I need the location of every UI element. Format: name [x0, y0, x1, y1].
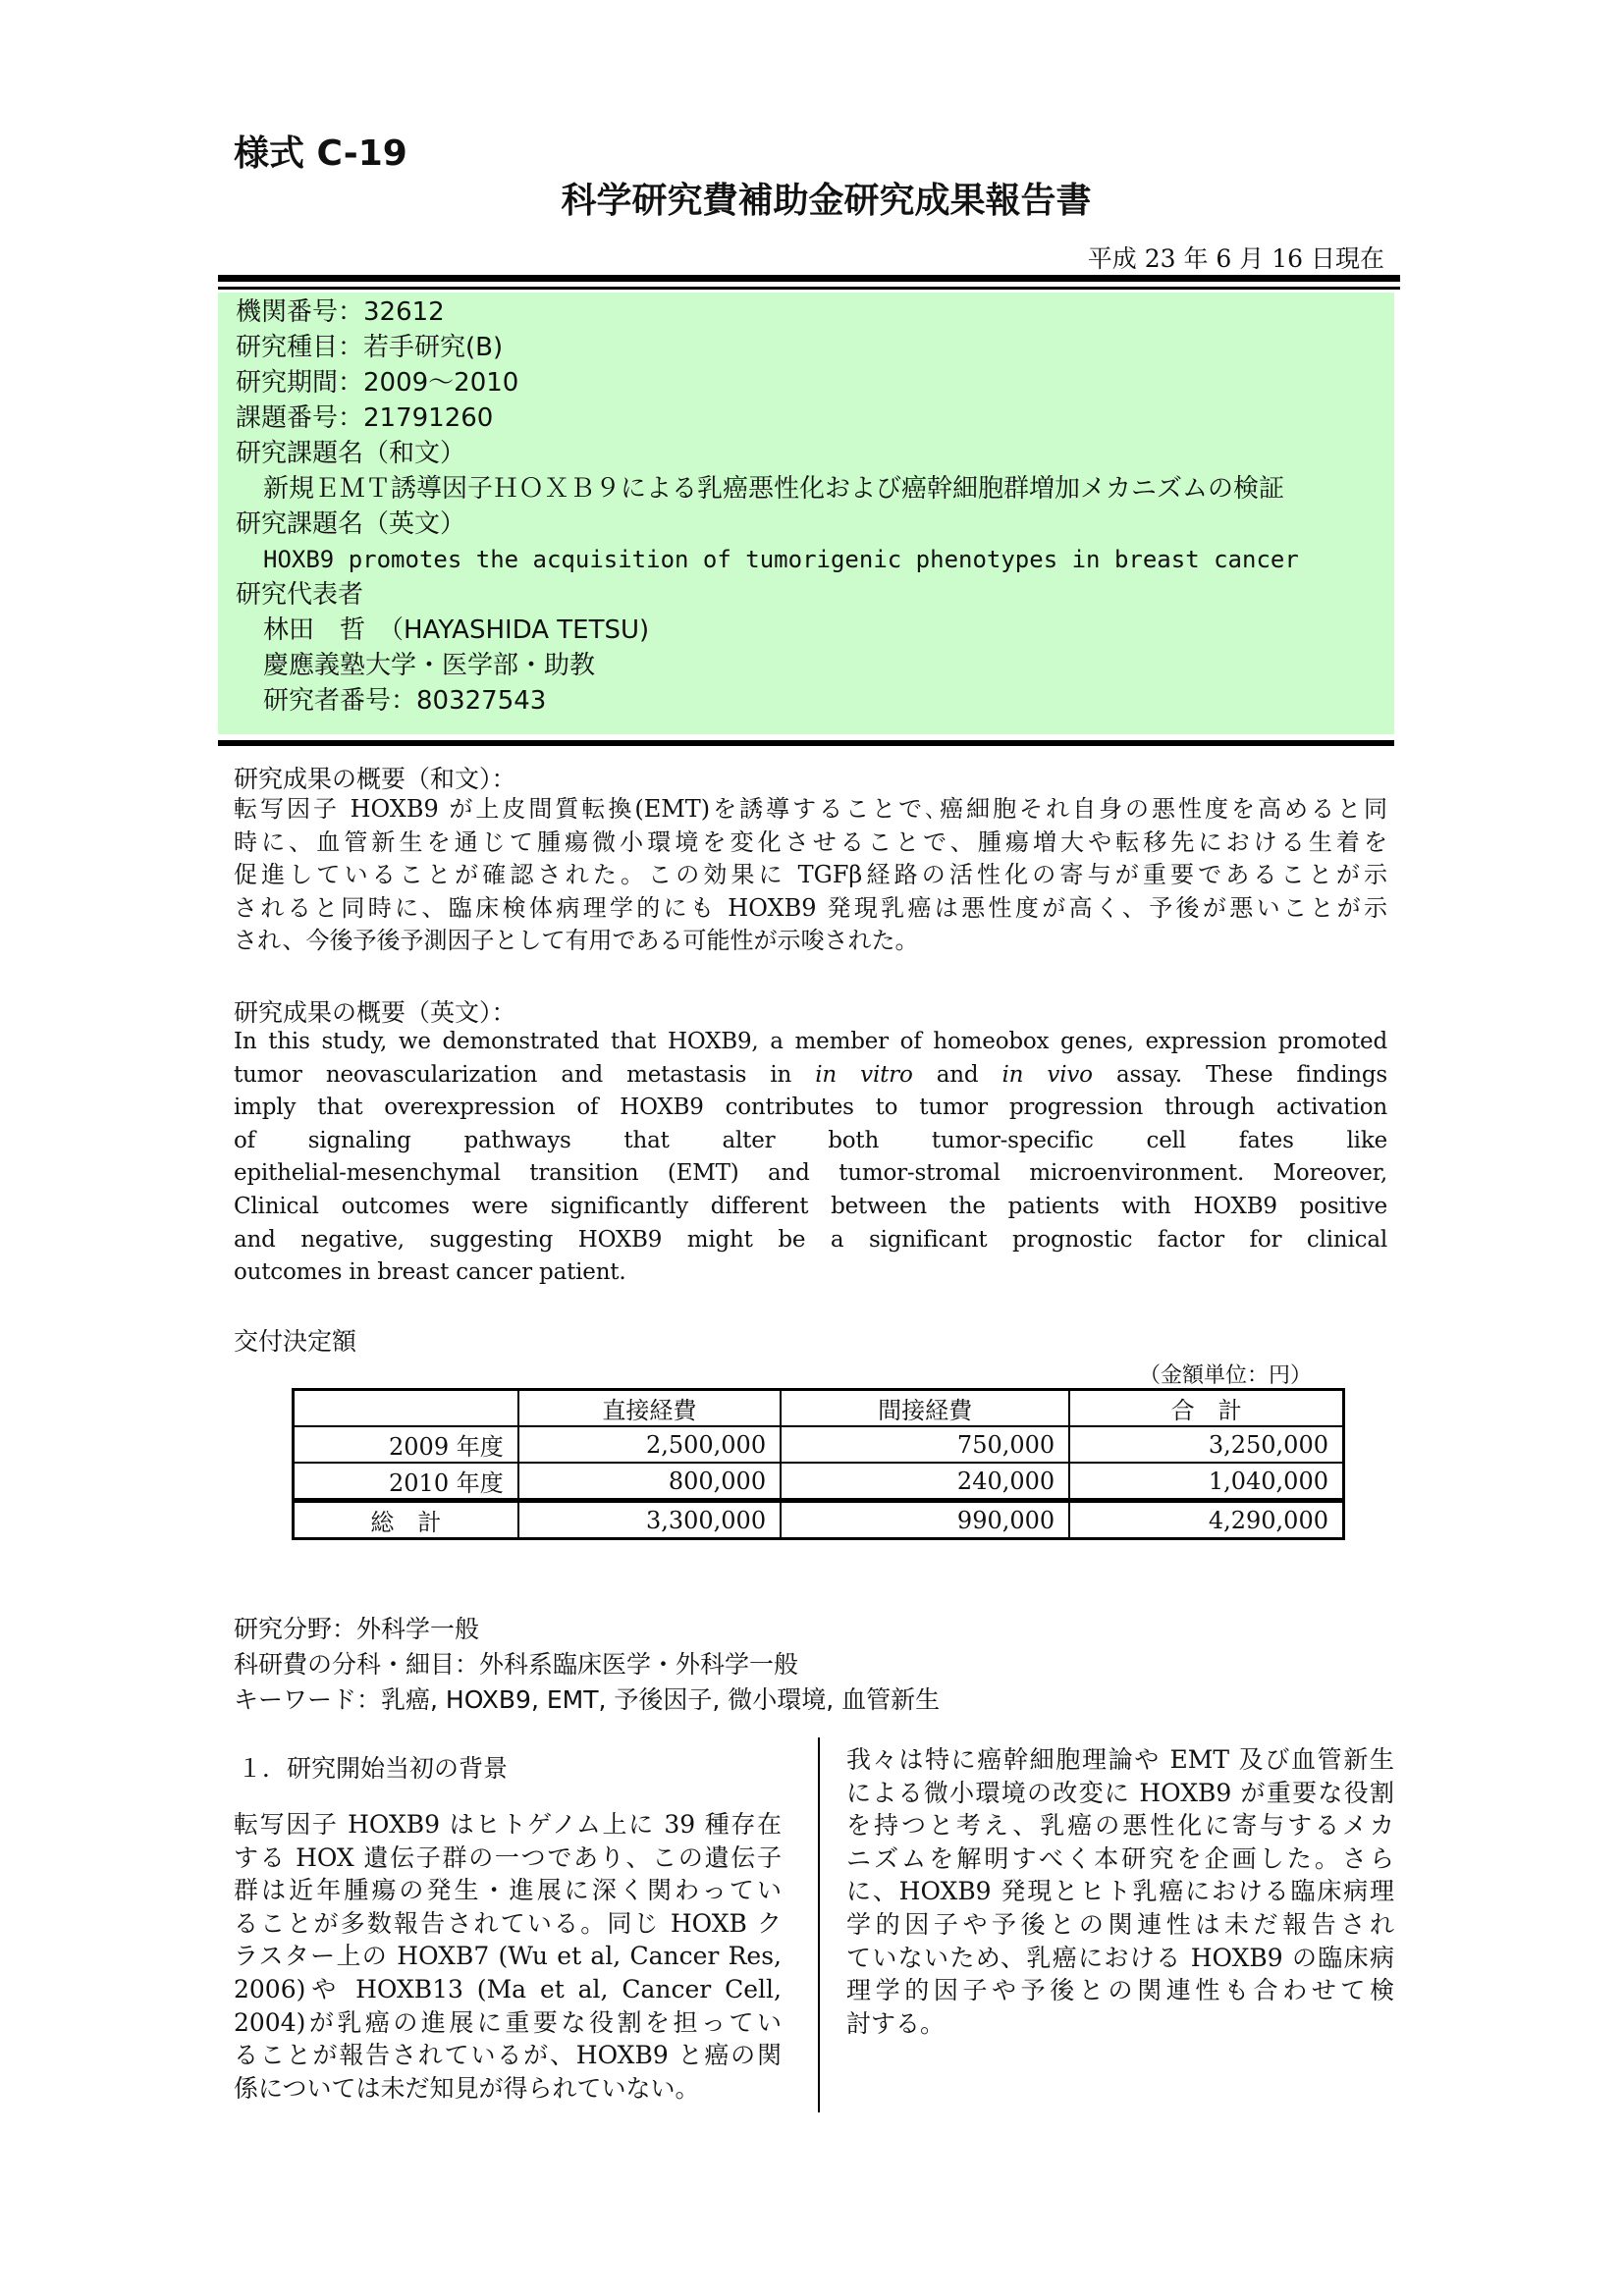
- table-cell: 3,250,000: [1069, 1426, 1343, 1463]
- background-line: 討する。: [846, 2008, 946, 2038]
- table-header: [294, 1390, 518, 1427]
- research-field: 研究分野：外科学一般: [234, 1615, 480, 1643]
- summary-en-line: [234, 1059, 1387, 1093]
- report-date: 平成 23 年 6 月 16 日現在: [1087, 244, 1384, 273]
- representative-affiliation: 慶應義塾大学・医学部・助教: [263, 651, 596, 680]
- text: and: [912, 1061, 1002, 1088]
- summary-en-line: outcomes in breast cancer patient.: [234, 1259, 626, 1286]
- summary-ja-heading: 研究成果の概要（和文）：: [234, 765, 516, 793]
- research-category: 研究種目：若手研究(B): [236, 333, 504, 362]
- representative-label: 研究代表者: [236, 580, 364, 610]
- table-header-row: [294, 1390, 1344, 1427]
- background-line: 転写因子 HOXB9 はヒトゲノム上に 39 種存在: [234, 1810, 782, 1839]
- summary-en-line: imply that overexpression of HOXB9 contributes to tumor progression through activation: [234, 1095, 1387, 1121]
- info-bottom-rule: [218, 740, 1394, 746]
- summary-ja-line: されると同時に、臨床検体病理学的にも HOXB9 発現乳癌は悪性度が高く、予後が悪いことが示: [234, 893, 1387, 922]
- text: tumor neovascularization and metastasis in: [234, 1061, 816, 1088]
- project-number: 課題番号：21791260: [236, 403, 494, 433]
- background-line: ていないため、乳癌における HOXB9 の臨床病: [846, 1943, 1394, 1972]
- background-line: ラスター上の HOXB7 (Wu et al, Cancer Res,: [234, 1942, 782, 1971]
- summary-en-heading: 研究成果の概要（英文）：: [234, 998, 516, 1027]
- background-line: 群は近年腫瘍の発生・進展に深く関わってい: [234, 1876, 782, 1905]
- summary-ja-line: 転写因子 HOXB9 が上皮間質転換(EMT)を誘導することで､癌細胞それ自身の悪性度を高めると同: [234, 795, 1387, 823]
- background-right-column: [846, 1743, 1394, 2040]
- title-ja-label: 研究課題名（和文）: [236, 439, 466, 468]
- document-title: 科学研究費補助金研究成果報告書: [561, 181, 1092, 221]
- background-line: ニズムを解明すべく本研究を企画した。さら: [846, 1843, 1394, 1873]
- summary-en-line: of signaling pathways that alter both tumor-specific cell fates like: [234, 1127, 1387, 1153]
- research-period: 研究期間：2009～2010: [236, 368, 519, 398]
- summary-en-line: In this study, we demonstrated that HOXB9, a member of homeobox genes, expression promoted: [234, 1029, 1387, 1054]
- table-header: 直接経費: [518, 1390, 781, 1427]
- background-left-column: [234, 1808, 782, 2105]
- title-ja: 新規ＥＭＴ誘導因子ＨＯＸＢ９による乳癌悪性化および癌幹細胞群増加メカニズムの検証: [263, 474, 1285, 504]
- header-rule-thin: [218, 287, 1400, 290]
- table-cell: 3,300,000: [518, 1501, 781, 1539]
- table-cell: 240,000: [781, 1463, 1069, 1501]
- background-line: 学的因子や予後との関連性は未だ報告され: [846, 1909, 1394, 1939]
- header-rule-thick: [218, 275, 1400, 282]
- project-info-box: [218, 293, 1394, 734]
- table-total-row: [294, 1501, 1344, 1539]
- background-line: に、HOXB9 発現とヒト乳癌における臨床病理: [846, 1877, 1394, 1906]
- summary-ja-line: され、今後予後予測因子として有用である可能性が示唆された。: [234, 927, 919, 955]
- title-en: HOXB9 promotes the acquisition of tumorigenic phenotypes in breast cancer: [263, 546, 1299, 573]
- research-subfield: 科研費の分科・細目：外科系臨床医学・外科学一般: [234, 1650, 799, 1679]
- table-cell: 750,000: [781, 1426, 1069, 1463]
- background-line: による微小環境の改変に HOXB9 が重要な役割: [846, 1778, 1394, 1807]
- grant-unit: （金額単位：円）: [1139, 1363, 1313, 1388]
- representative-name: 林田 哲 （HAYASHIDA TETSU): [263, 615, 650, 645]
- background-line: 係については未だ知見が得られていない。: [234, 2073, 700, 2103]
- table-header: 合 計: [1069, 1390, 1343, 1427]
- italic-term: in vivo: [1001, 1061, 1093, 1088]
- summary-en-line: epithelial-mesenchymal transition (EMT) and tumor-stromal microenvironment. Moreover,: [234, 1160, 1387, 1187]
- background-line: ることが多数報告されている。同じ HOXB ク: [234, 1908, 782, 1938]
- background-line: 2004)が乳癌の進展に重要な役割を担ってい: [234, 2007, 782, 2037]
- background-line: する HOX 遺伝子群の一つであり、この遺伝子: [234, 1842, 782, 1872]
- background-line: ることが報告されているが、HOXB9 と癌の関: [234, 2041, 782, 2070]
- table-cell: 990,000: [781, 1501, 1069, 1539]
- keywords: キーワード：乳癌, HOXB9, EMT, 予後因子, 微小環境, 血管新生: [234, 1685, 941, 1714]
- background-line: 我々は特に癌幹細胞理論や EMT 及び血管新生: [846, 1745, 1394, 1774]
- summary-ja-line: 時に、血管新生を通じて腫瘍微小環境を変化させることで、腫瘍増大や転移先における生着を: [234, 828, 1387, 856]
- summary-en-line: Clinical outcomes were significantly different between the patients with HOXB9 positive: [234, 1193, 1387, 1219]
- table-cell: 2010 年度: [294, 1463, 518, 1501]
- table-cell: 4,290,000: [1069, 1501, 1343, 1539]
- background-line: 理学的因子や予後との関連性も合わせて検: [846, 1976, 1394, 2005]
- background-line: を持つと考え、乳癌の悪性化に寄与するメカ: [846, 1811, 1394, 1841]
- institution-number: 機関番号：32612: [236, 297, 445, 327]
- summary-en-body: [234, 1026, 1387, 1290]
- table-cell: 800,000: [518, 1463, 781, 1501]
- title-en-label: 研究課題名（英文）: [236, 509, 466, 539]
- background-heading: １．研究開始当初の背景: [238, 1754, 509, 1783]
- italic-term: in vitro: [815, 1061, 913, 1088]
- grant-table: [292, 1388, 1345, 1540]
- table-cell: 2,500,000: [518, 1426, 781, 1463]
- text: assay. These findings: [1092, 1061, 1387, 1088]
- table-cell: 1,040,000: [1069, 1463, 1343, 1501]
- form-id: 様式 C-19: [234, 133, 407, 174]
- column-divider: [818, 1737, 820, 2112]
- grant-heading: 交付決定額: [234, 1327, 357, 1356]
- table-row: [294, 1426, 1344, 1463]
- background-line: 2006)や HOXB13 (Ma et al, Cancer Cell,: [234, 1974, 782, 2003]
- table-cell: 総 計: [294, 1501, 518, 1539]
- table-header: 間接経費: [781, 1390, 1069, 1427]
- summary-en-line: and negative, suggesting HOXB9 might be a significant prognostic factor for clinical: [234, 1226, 1387, 1253]
- summary-ja-line: 促進していることが確認された。この効果に TGFβ経路の活性化の寄与が重要であることが示: [234, 861, 1387, 889]
- table-row: [294, 1463, 1344, 1501]
- table-cell: 2009 年度: [294, 1426, 518, 1463]
- researcher-number: 研究者番号：80327543: [263, 686, 547, 716]
- summary-ja-body: [234, 793, 1387, 958]
